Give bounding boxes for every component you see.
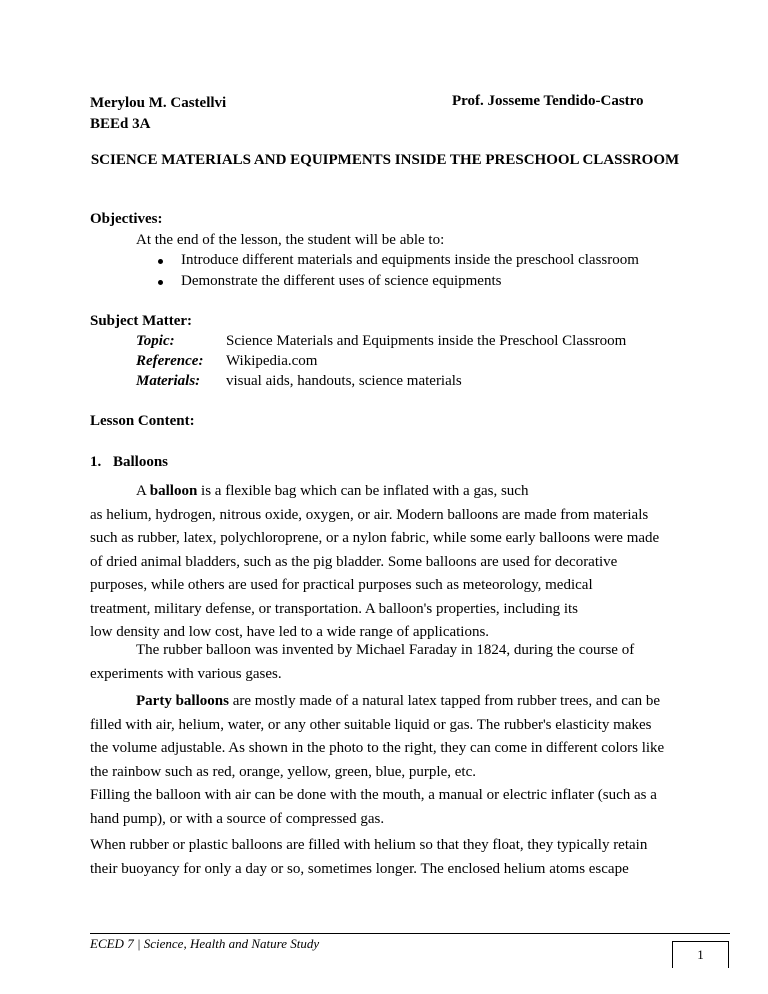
paragraph-line: their buoyancy for only a day or so, sometimes longer. The enclosed helium atoms escape: [90, 860, 629, 877]
subject-matter-value: Wikipedia.com: [226, 353, 318, 369]
subject-matter-row: [0, 373, 768, 393]
page-number: 1: [697, 947, 704, 962]
footer-rule: [90, 933, 730, 934]
text-run: are mostly made of a natural latex tapped from rubber trees, and can be: [228, 693, 661, 709]
subject-matter-value: Science Materials and Equipments inside the Preschool Classroom: [226, 333, 627, 349]
paragraph-line: [90, 480, 675, 504]
objectives-intro: At the end of the lesson, the student will be able to:: [136, 232, 445, 248]
header-author-block: [90, 93, 226, 135]
footer-course: ECED 7 | Science, Health and Nature Study: [90, 936, 320, 951]
subject-matter-label: Materials:: [136, 373, 201, 389]
objective-text: Introduce different materials and equipments inside the preschool classroom: [181, 252, 639, 268]
professor-name: Prof. Josseme Tendido-Castro: [452, 93, 644, 109]
objective-text: Demonstrate the different uses of science equipments: [181, 273, 502, 289]
subject-matter-heading: Subject Matter:: [90, 313, 193, 329]
balloon-definition-paragraph: [90, 480, 675, 645]
term-party-balloons: Party balloons: [136, 693, 229, 709]
helium-paragraph: [90, 834, 675, 881]
paragraph-line: [90, 690, 675, 714]
lesson-content-heading: Lesson Content:: [90, 413, 195, 429]
author-name: Merylou M. Castellvi: [90, 95, 227, 111]
paragraph-line: The rubber balloon was invented by Michael Faraday in 1824, during the course of: [136, 642, 635, 658]
page-number-box: [672, 941, 729, 968]
filling-paragraph: [90, 784, 675, 831]
paragraph-line: as helium, hydrogen, nitrous oxide, oxygen, or air. Modern balloons are made from materials: [90, 506, 649, 523]
paragraph-line: experiments with various gases.: [90, 665, 282, 682]
paragraph-line: such as rubber, latex, polychloroprene, or a nylon fabric, while some early balloons were made: [90, 530, 660, 546]
paragraph-line: the rainbow such as red, orange, yellow, green, blue, purple, etc.: [90, 763, 476, 780]
section-label: BEEd 3A: [90, 116, 151, 132]
paragraph-line: low density and low cost, have led to a wide range of applications.: [90, 624, 490, 640]
paragraph-line: treatment, military defense, or transportation. A balloon's properties, including its: [90, 600, 579, 617]
paragraph-line: When rubber or plastic balloons are filled with helium so that they float, they typically retain: [90, 837, 648, 853]
lesson-item-title: Balloons: [113, 454, 169, 470]
document-title: SCIENCE MATERIALS AND EQUIPMENTS INSIDE THE PRESCHOOL CLASSROOM: [90, 152, 680, 168]
subject-matter-row: [0, 353, 768, 373]
paragraph-line: hand pump), or with a source of compressed gas.: [90, 810, 385, 827]
paragraph-line: filled with air, helium, water, or any other suitable liquid or gas. The rubber's elasticity makes: [90, 716, 652, 733]
subject-matter-value: visual aids, handouts, science materials: [226, 373, 462, 389]
subject-matter-row: [0, 333, 768, 353]
term-balloon: balloon: [149, 483, 198, 499]
faraday-paragraph: [90, 639, 675, 686]
paragraph-line: purposes, while others are used for practical purposes such as meteorology, medical: [90, 577, 593, 593]
paragraph-line: of dried animal bladders, such as the pig bladder. Some balloons are used for decorative: [90, 553, 618, 570]
objectives-heading: Objectives:: [90, 211, 163, 227]
lesson-item-number: 1.: [90, 454, 102, 470]
subject-matter-label: Reference:: [136, 353, 204, 369]
subject-matter-label: Topic:: [136, 333, 175, 349]
party-balloons-paragraph: [90, 690, 675, 784]
paragraph-line: the volume adjustable. As shown in the photo to the right, they can come in different colors like: [90, 740, 665, 756]
bullet-icon: [158, 280, 163, 285]
bullet-icon: [158, 259, 163, 264]
paragraph-line: Filling the balloon with air can be done with the mouth, a manual or electric inflater (such as a: [90, 787, 657, 803]
text-run: is a flexible bag which can be inflated with a gas, such: [197, 483, 529, 499]
text-run: A: [136, 483, 150, 499]
